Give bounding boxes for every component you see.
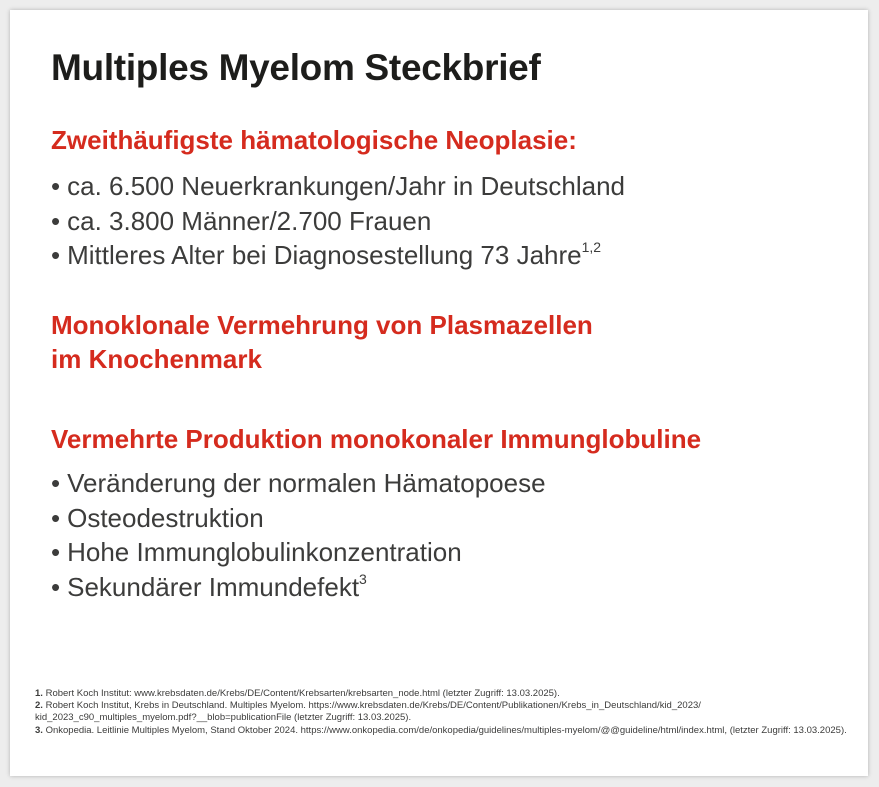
list-item: • ca. 3.800 Männer/2.700 Frauen	[51, 205, 432, 236]
footnote: 3. Onkopedia. Leitlinie Multiples Myelom, Stand Oktober 2024. https://www.onkopedia.com/de/onkopedia/guidelines/multiples-myelom/@@guideline/html/index.html, (letzter Zugriff: 13.03.2025).	[35, 724, 847, 736]
bullet-icon: •	[51, 468, 61, 498]
footnote-ref: 3	[359, 570, 367, 587]
bullet-icon: •	[51, 502, 61, 533]
section-heading-neoplasie: Zweithäufigste hämatologische Neoplasie:	[51, 125, 577, 155]
bullet-icon: •	[51, 537, 61, 567]
footnote: 1. Robert Koch Institut: www.krebsdaten.de/Krebs/DE/Content/Krebsarten/krebsarten_node.html (letzter Zugriff: 13.03.2025).	[35, 688, 560, 699]
bullet-list-effects	[51, 466, 546, 604]
footnote: 2. Robert Koch Institut, Krebs in Deutschland. Multiples Myelom. https://www.krebsdaten.de/Krebs/DE/Content/Publikationen/Krebs_in_Deutschland/kid_2023/ kid_2023_c90_multiples_myelom.pdf?__blob=publicationFile (letzter Zugriff: 13.03.2025).	[35, 700, 701, 724]
section-heading-plasmazellen: Monoklonale Vermehrung von Plasmazellen im Knochenmark	[51, 310, 593, 374]
list-item: • ca. 6.500 Neuerkrankungen/Jahr in Deutschland	[51, 171, 626, 201]
list-item: • Sekundärer Immundefekt$^3$	[51, 570, 367, 602]
list-item: • Veränderung der normalen Hämatopoese	[51, 468, 546, 498]
footnotes	[35, 688, 850, 737]
page-title: Multiples Myelom Steckbrief	[51, 47, 541, 88]
list-item: • Hohe Immunglobulinkonzentration	[51, 537, 462, 567]
section-heading-immunglobuline: Vermehrte Produktion monokonaler Immunglobuline	[51, 424, 702, 454]
bullet-list-epidemiology	[51, 169, 625, 273]
bullet-icon: •	[51, 571, 61, 602]
list-item: • Osteodestruktion	[51, 502, 264, 533]
fact-sheet-card	[10, 10, 868, 776]
bullet-icon: •	[51, 171, 61, 201]
bullet-icon: •	[51, 205, 61, 236]
bullet-icon: •	[51, 240, 61, 270]
footnote-ref: 1,2	[581, 239, 602, 255]
list-item: • Mittleres Alter bei Diagnosestellung 73 Jahre$^{1,2}$	[51, 239, 602, 270]
